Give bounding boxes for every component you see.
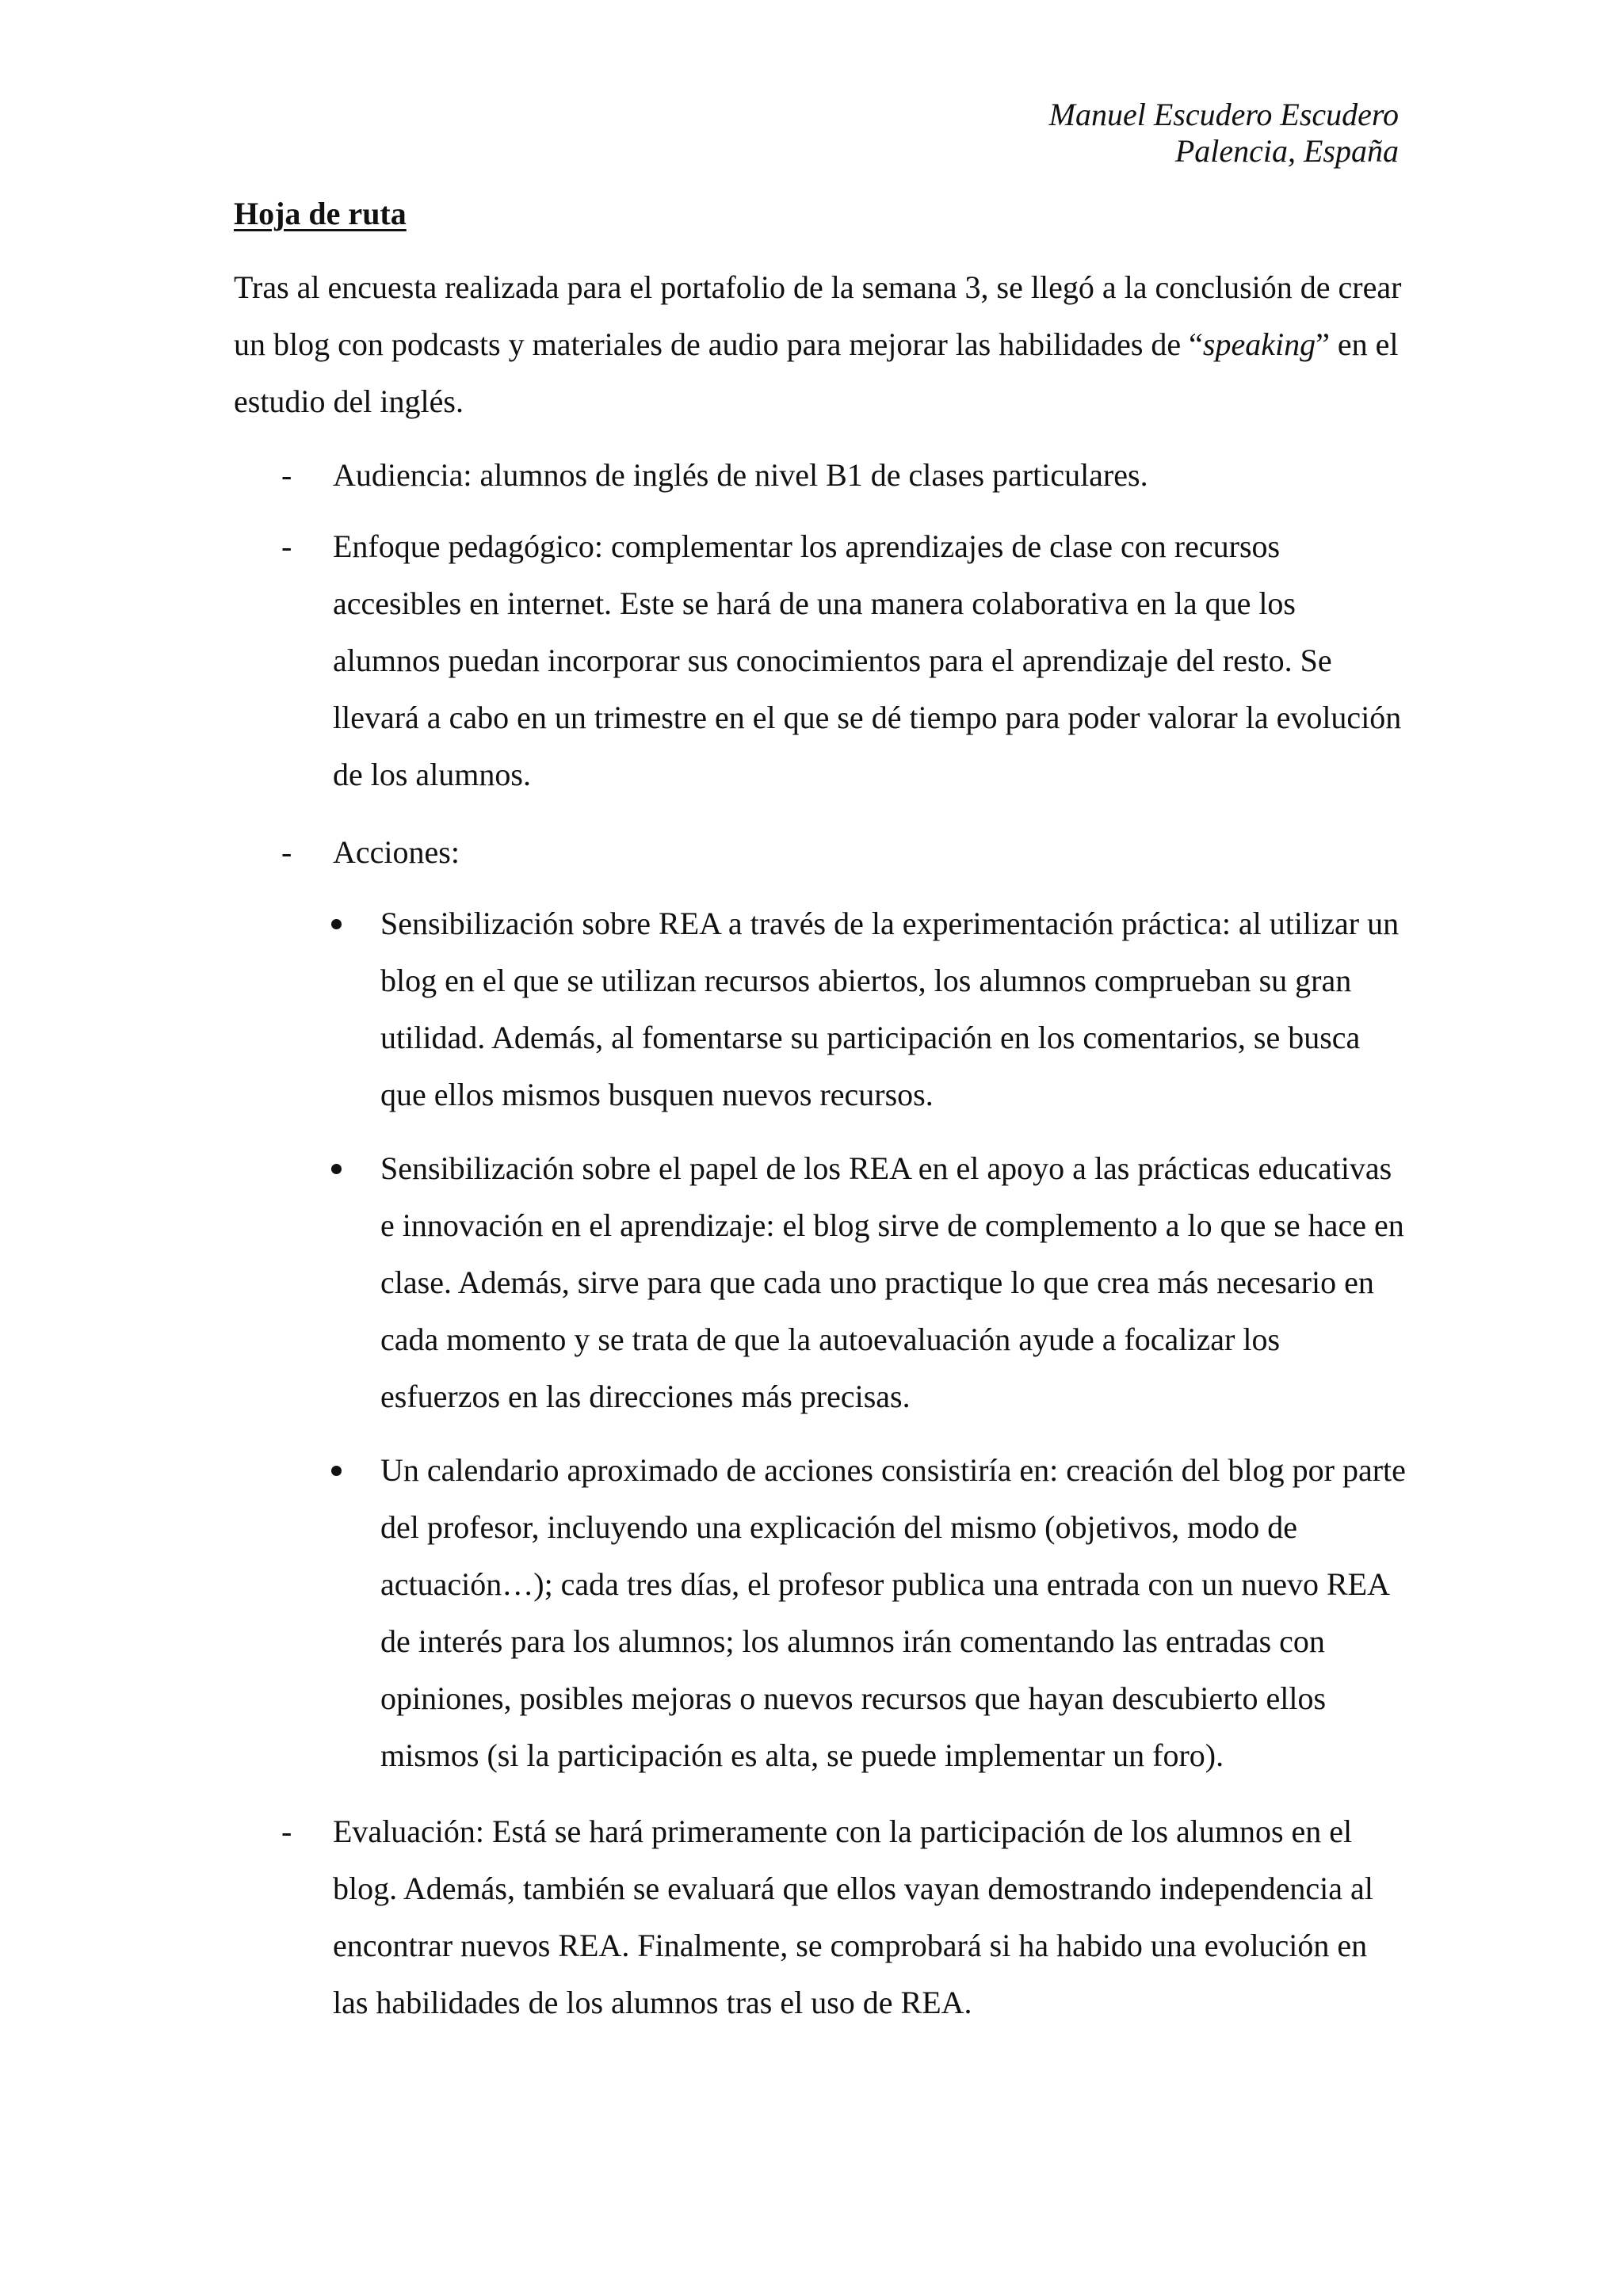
author-location: Palencia, España [1174, 133, 1399, 169]
audiencia-text: Audiencia: alumnos de inglés de nivel B1 de clases particulares. [333, 457, 1148, 493]
list-dash: - [281, 834, 292, 870]
intro-paragraph [234, 259, 1403, 430]
page-title: Hoja de ruta [234, 196, 407, 231]
bullet-dot [331, 919, 342, 929]
document-header [1049, 97, 1399, 170]
intro-text-after: ” en el estudio del inglés. [234, 326, 1399, 419]
bullet-dot [331, 1466, 342, 1476]
list-dash: - [281, 528, 292, 564]
bullet-dot [331, 1164, 342, 1174]
acciones-text: Acciones: [333, 834, 460, 870]
intro-text-before: Tras al encuesta realizada para el portafolio de la semana 3, se llegó a la conclusión de crear un blog con podcasts y materiales de audio para mejorar las habilidades de “ [234, 269, 1402, 362]
list-dash: - [281, 457, 292, 493]
enfoque-text: Enfoque pedagógico: complementar los aprendizajes de clase con recursos accesibles en internet. Este se hará de una manera colaborativa en la que los alumnos puedan incorporar sus conocimientos para el aprendizaje del resto. Se llevará a cabo en un trimestre en el que se dé tiempo para poder valorar la evolución de los alumnos. [333, 528, 1402, 792]
bullet-text: Un calendario aproximado de acciones consistiría en: creación del blog por parte del profesor, incluyendo una explicación del mismo (objetivos, modo de actuación…); cada tres días, el profesor publica una entrada con un nuevo REA de interés para los alumnos; los alumnos irán comentando las entradas con opiniones, posibles mejoras o nuevos recursos que hayan descubierto ellos mismos (si la participación es alta, se puede implementar un foro). [380, 1452, 1406, 1773]
author-name: Manuel Escudero Escudero [1048, 97, 1399, 132]
bullet-text: Sensibilización sobre REA a través de la experimentación práctica: al utilizar un blog en el que se utilizan recursos abiertos, los alumnos comprueban su gran utilidad. Además, al fomentarse su participación en los comentarios, se busca que ellos mismos busquen nuevos recursos. [380, 906, 1400, 1112]
list-dash: - [281, 1814, 292, 1849]
evaluacion-text: Evaluación: Está se hará primeramente con la participación de los alumnos en el blog. Además, también se evaluará que ellos vayan demostrando independencia al encontrar nuevos REA. Finalmente, se comprobará si ha habido una evolución en las habilidades de los alumnos tras el uso de REA. [333, 1814, 1373, 2020]
intro-emphasis: speaking [1202, 326, 1316, 362]
bullet-text: Sensibilización sobre el papel de los REA en el apoyo a las prácticas educativas e innovación en el aprendizaje: el blog sirve de complemento a lo que se hace en clase. Además, sirve para que cada uno practique lo que crea más necesario en cada momento y se trata de que la autoevaluación ayude a focalizar los esfuerzos en las direcciones más precisas. [380, 1150, 1404, 1414]
